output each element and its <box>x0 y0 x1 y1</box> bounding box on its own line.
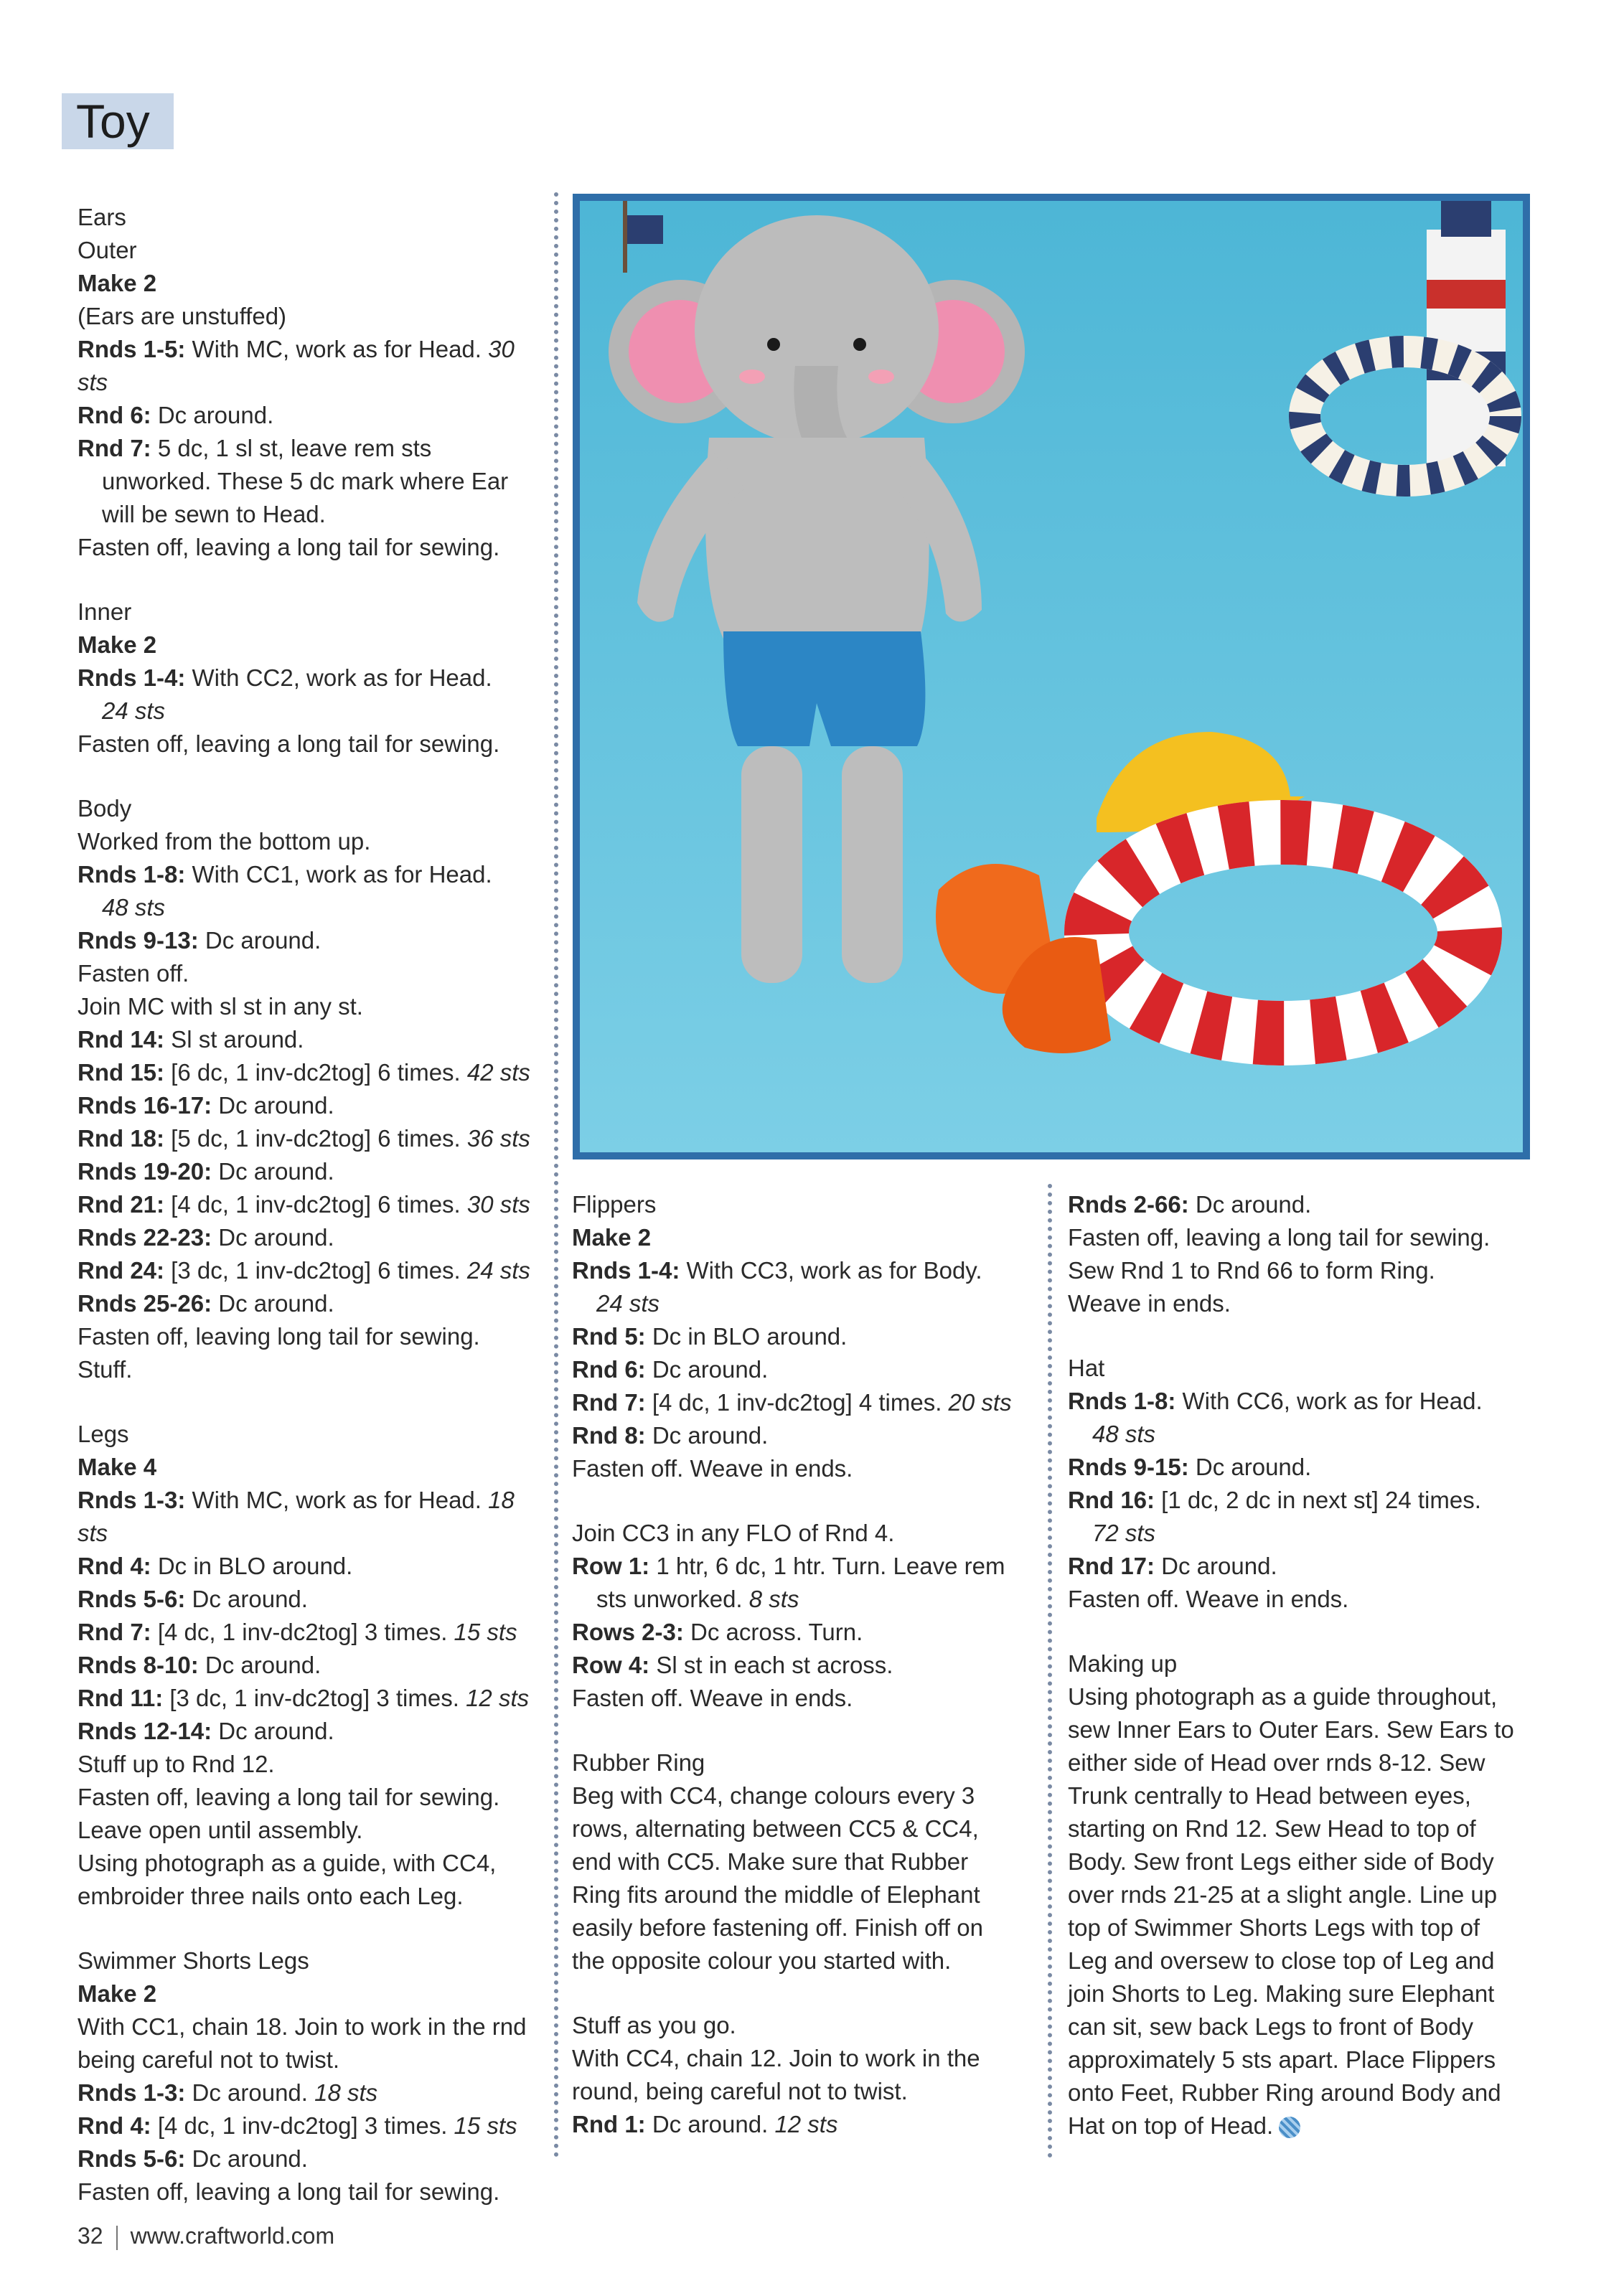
instruction-line <box>78 1583 551 1616</box>
instruction-line <box>78 1122 551 1155</box>
instruction-text: approximately 5 sts apart. Place Flippers <box>1068 2046 1496 2073</box>
instruction-text: Leg and oversew to close top of Leg and <box>1068 1947 1495 1974</box>
instruction-text: Sl st in each st across. <box>649 1652 893 1678</box>
pattern-column-1 <box>78 201 551 2208</box>
instruction-text: Stuff. <box>78 1356 133 1383</box>
instruction-text: Rnd 7: <box>78 1619 151 1645</box>
instruction-text: join Shorts to Leg. Making sure Elephant <box>1068 1980 1495 2007</box>
instruction-line <box>78 432 551 465</box>
instruction-line <box>78 1320 551 1353</box>
instruction-text: [1 dc, 2 dc in next st] 24 times. <box>1155 1487 1481 1513</box>
instruction-text: Weave in ends. <box>1068 1290 1231 1317</box>
instruction-line <box>78 498 551 531</box>
instruction-text: Rnds 1-5: <box>78 336 186 362</box>
instruction-line <box>1068 2010 1556 2043</box>
instruction-text: Rnd 21: <box>78 1191 165 1218</box>
instruction-text: Rnd 5: <box>572 1323 646 1350</box>
instruction-text: Fasten off, leaving a long tail for sewing. <box>78 534 500 560</box>
instruction-text: Rnds 8-10: <box>78 1652 199 1678</box>
instruction-line <box>572 1649 1031 1682</box>
instruction-text: being careful not to twist. <box>78 2046 340 2073</box>
instruction-line <box>1068 1517 1556 1550</box>
instruction-line <box>1068 1550 1556 1583</box>
instruction-text: Dc around. <box>1188 1191 1312 1218</box>
instruction-text: Using photograph as a guide throughout, <box>1068 1683 1498 1710</box>
instruction-text: Rnds 1-8: <box>78 861 186 888</box>
instruction-text: Rnds 2-66: <box>1068 1191 1189 1218</box>
spacer <box>572 1977 1031 2009</box>
instruction-line <box>78 695 551 728</box>
instruction-text: With CC1, work as for Head. <box>185 861 492 888</box>
instruction-text: the opposite colour you started with. <box>572 1947 952 1974</box>
instruction-text: Join CC3 in any FLO of Rnd 4. <box>572 1520 895 1546</box>
instruction-text: 8 sts <box>748 1586 799 1612</box>
instruction-line <box>78 1748 551 1781</box>
spacer <box>78 1913 551 1944</box>
instruction-line <box>78 1682 551 1715</box>
instruction-text: Worked from the bottom up. <box>78 828 371 855</box>
section-heading: Making up <box>1068 1650 1178 1677</box>
instruction-line <box>1068 1911 1556 1944</box>
instruction-text: will be sewn to Head. <box>102 501 326 527</box>
spacer <box>78 564 551 596</box>
instruction-text: Beg with CC4, change colours every 3 <box>572 1782 975 1809</box>
instruction-line <box>78 2142 551 2175</box>
instruction-text: Dc in BLO around. <box>151 1553 353 1579</box>
instruction-line <box>78 1649 551 1682</box>
instruction-line <box>78 1254 551 1287</box>
instruction-text: With MC, work as for Head. <box>185 1487 489 1513</box>
instruction-text: With MC, work as for Head. <box>185 336 489 362</box>
instruction-text: (Ears are unstuffed) <box>78 303 287 329</box>
instruction-line <box>1068 1583 1556 1616</box>
instruction-text: Dc around. <box>198 927 321 954</box>
instruction-line <box>1068 1188 1556 1221</box>
instruction-line <box>78 333 551 399</box>
instruction-text: Rnds 9-15: <box>1068 1454 1189 1480</box>
instruction-text: Rnd 17: <box>1068 1553 1155 1579</box>
instruction-line <box>78 1221 551 1254</box>
instruction-text: Rnds 1-8: <box>1068 1388 1176 1414</box>
instruction-line <box>1068 1484 1556 1517</box>
instruction-line <box>78 1287 551 1320</box>
instruction-text: 42 sts <box>466 1059 530 1086</box>
footer-url: www.craftworld.com <box>130 2223 335 2249</box>
spacer <box>1068 1616 1556 1647</box>
instruction-text: over rnds 21-25 at a slight angle. Line up <box>1068 1881 1498 1908</box>
instruction-text: Dc around. <box>645 1356 769 1383</box>
instruction-text: 24 sts <box>466 1257 530 1284</box>
instruction-text: Row 4: <box>572 1652 650 1678</box>
section-heading: Ears <box>78 204 126 230</box>
instruction-text: Fasten off. Weave in ends. <box>572 1455 853 1482</box>
instruction-text: Rnds 1-4: <box>572 1257 680 1284</box>
instruction-line <box>572 1812 1031 1845</box>
instruction-text: Rnd 14: <box>78 1026 165 1053</box>
pattern-column-3 <box>1068 1188 1556 2142</box>
instruction-line <box>1068 1221 1556 1254</box>
instruction-text: With CC4, chain 12. Join to work in the <box>572 2045 980 2071</box>
instruction-text: [3 dc, 1 inv-dc2tog] 6 times. <box>164 1257 467 1284</box>
instruction-line <box>78 1484 551 1550</box>
instruction-text: [5 dc, 1 inv-dc2tog] 6 times. <box>164 1125 467 1152</box>
instruction-text: 30 sts <box>78 336 515 395</box>
yarn-ball-icon <box>1279 2117 1300 2138</box>
instruction-text: Rnd 16: <box>1068 1487 1155 1513</box>
instruction-line <box>572 2042 1031 2075</box>
instruction-text: [4 dc, 1 inv-dc2tog] 4 times. <box>645 1389 949 1416</box>
instruction-text: Fasten off. Weave in ends. <box>572 1685 853 1711</box>
section-heading: Body <box>78 795 132 822</box>
instruction-line <box>572 1878 1031 1911</box>
instruction-text: Fasten off, leaving long tail for sewing. <box>78 1323 480 1350</box>
instruction-text: Dc across. Turn. <box>683 1619 863 1645</box>
instruction-line <box>572 1911 1031 1944</box>
section-heading: Flippers <box>572 1191 657 1218</box>
instruction-text: Dc around. <box>212 1092 334 1119</box>
instruction-text: Dc around. <box>185 2079 315 2106</box>
instruction-text: With CC1, chain 18. Join to work in the rnd <box>78 2013 527 2040</box>
instruction-text: Rnd 6: <box>572 1356 646 1383</box>
instruction-line <box>78 399 551 432</box>
instruction-line <box>78 1814 551 1847</box>
instruction-line <box>572 1616 1031 1649</box>
instruction-text: Dc around. <box>185 2145 308 2172</box>
section-heading: Outer <box>78 237 137 263</box>
instruction-line <box>78 1353 551 1386</box>
instruction-line <box>78 1847 551 1880</box>
instruction-line <box>1068 1746 1556 1779</box>
instruction-text: easily before fastening off. Finish off on <box>572 1914 983 1941</box>
instruction-text: [4 dc, 1 inv-dc2tog] 3 times. <box>151 1619 454 1645</box>
instruction-text: With CC2, work as for Head. <box>185 664 492 691</box>
instruction-text: Rnd 11: <box>78 1685 164 1711</box>
instruction-line <box>572 1419 1031 1452</box>
instruction-line <box>78 1616 551 1649</box>
footer-separator <box>116 2226 118 2250</box>
instruction-line <box>78 1023 551 1056</box>
instruction-text: 15 sts <box>454 2112 517 2139</box>
instruction-text: Rnd 7: <box>78 435 151 461</box>
instruction-text: Rnd 1: <box>572 2111 646 2137</box>
instruction-text: Dc around. <box>185 1586 308 1612</box>
instruction-line <box>572 2108 1031 2141</box>
instruction-line <box>78 1188 551 1221</box>
instruction-text: Dc around. <box>198 1652 321 1678</box>
instruction-text: Rnd 4: <box>78 1553 151 1579</box>
instruction-text: Rnd 8: <box>572 1422 646 1449</box>
instruction-line <box>78 858 551 891</box>
instruction-text: Dc in BLO around. <box>645 1323 848 1350</box>
instruction-line <box>572 1353 1031 1386</box>
instruction-line <box>1068 1451 1556 1484</box>
instruction-line <box>572 2075 1031 2108</box>
instruction-line <box>1068 2043 1556 2076</box>
instruction-line <box>572 1779 1031 1812</box>
instruction-line <box>78 465 551 498</box>
instruction-text: Fasten off. Weave in ends. <box>1068 1586 1349 1612</box>
instruction-text: unworked. These 5 dc mark where Ear <box>102 468 509 494</box>
instruction-text: Dc around. <box>151 402 274 428</box>
instruction-line <box>572 1287 1031 1320</box>
instruction-text: top of Swimmer Shorts Legs with top of <box>1068 1914 1480 1941</box>
instruction-text: 18 sts <box>314 2079 378 2106</box>
instruction-line <box>1068 1845 1556 1878</box>
instruction-line <box>78 2175 551 2208</box>
instruction-text: Rnds 9-13: <box>78 927 199 954</box>
instruction-line <box>572 1682 1031 1715</box>
instruction-line <box>1068 1779 1556 1812</box>
instruction-text: sts unworked. <box>596 1586 749 1612</box>
column-divider <box>1048 1184 1052 2158</box>
instruction-line <box>78 825 551 858</box>
instruction-text: 30 sts <box>466 1191 530 1218</box>
instruction-text: Dc around. <box>212 1158 334 1185</box>
instruction-text: Rnd 4: <box>78 2112 151 2139</box>
elephant-toy-photo <box>573 194 1530 1159</box>
instruction-text: end with CC5. Make sure that Rubber <box>572 1848 969 1875</box>
section-heading: Inner <box>78 598 132 625</box>
make-count: Make 2 <box>78 1980 157 2007</box>
instruction-text: [4 dc, 1 inv-dc2tog] 3 times. <box>151 2112 454 2139</box>
photo-illustration <box>580 201 1523 1152</box>
make-count: Make 2 <box>572 1224 652 1251</box>
instruction-text: Trunk centrally to Head between eyes, <box>1068 1782 1471 1809</box>
instruction-text: Dc around. <box>212 1224 334 1251</box>
instruction-text: [6 dc, 1 inv-dc2tog] 6 times. <box>164 1059 467 1086</box>
instruction-line <box>78 728 551 761</box>
instruction-line <box>1068 1713 1556 1746</box>
instruction-line <box>1068 1977 1556 2010</box>
instruction-text: Dc around. <box>212 1718 334 1744</box>
elephant-body <box>705 438 929 660</box>
instruction-text: Dc around. <box>645 1422 769 1449</box>
instruction-text: Stuff as you go. <box>572 2012 736 2038</box>
instruction-line <box>1068 1385 1556 1418</box>
instruction-text: [4 dc, 1 inv-dc2tog] 6 times. <box>164 1191 467 1218</box>
instruction-text: With CC3, work as for Body. <box>680 1257 982 1284</box>
instruction-text: Rnds 5-6: <box>78 2145 186 2172</box>
instruction-text: 12 sts <box>774 2111 838 2137</box>
instruction-text: [3 dc, 1 inv-dc2tog] 3 times. <box>163 1685 466 1711</box>
instruction-text: Rnd 6: <box>78 402 151 428</box>
instruction-text: Rnd 24: <box>78 1257 165 1284</box>
instruction-line <box>1068 2076 1556 2109</box>
instruction-text: Dc around. <box>645 2111 775 2137</box>
instruction-text: Rnds 1-3: <box>78 1487 186 1513</box>
instruction-text: Row 1: <box>572 1553 650 1579</box>
section-heading: Rubber Ring <box>572 1749 705 1776</box>
instruction-text: round, being careful not to twist. <box>572 2078 908 2104</box>
section-heading: Legs <box>78 1421 129 1447</box>
instruction-line <box>78 891 551 924</box>
instruction-line <box>78 531 551 564</box>
instruction-text: Stuff up to Rnd 12. <box>78 1751 275 1777</box>
instruction-text: Rows 2-3: <box>572 1619 684 1645</box>
instruction-line <box>78 1056 551 1089</box>
instruction-line <box>1068 2109 1556 2142</box>
instruction-text: 24 sts <box>102 697 166 724</box>
instruction-line <box>572 1550 1031 1583</box>
instruction-text: Body. Sew front Legs either side of Body <box>1068 1848 1494 1875</box>
instruction-text: sew Inner Ears to Outer Ears. Sew Ears to <box>1068 1716 1514 1743</box>
instruction-text: Rnds 16-17: <box>78 1092 212 1119</box>
section-tag: Toy <box>62 93 174 149</box>
instruction-text: 12 sts <box>466 1685 530 1711</box>
instruction-line <box>78 2109 551 2142</box>
instruction-line <box>1068 1680 1556 1713</box>
page-footer <box>78 2223 334 2250</box>
instruction-line <box>78 1880 551 1913</box>
spacer <box>572 1485 1031 1517</box>
instruction-text: Leave open until assembly. <box>78 1817 363 1843</box>
instruction-line <box>78 2043 551 2076</box>
instruction-line <box>78 990 551 1023</box>
instruction-text: 36 sts <box>466 1125 530 1152</box>
spacer <box>1068 1320 1556 1352</box>
instruction-line <box>572 1386 1031 1419</box>
make-count: Make 2 <box>78 270 157 296</box>
instruction-text: either side of Head over rnds 8-12. Sew <box>1068 1749 1485 1776</box>
instruction-text: Fasten off, leaving a long tail for sewing. <box>78 1784 500 1810</box>
instruction-text: Ring fits around the middle of Elephant <box>572 1881 980 1908</box>
instruction-line <box>1068 1878 1556 1911</box>
instruction-text: 24 sts <box>596 1290 660 1317</box>
instruction-text: Rnds 1-4: <box>78 664 186 691</box>
instruction-line <box>572 2009 1031 2042</box>
instruction-line <box>78 1089 551 1122</box>
pattern-column-2 <box>572 1188 1031 2141</box>
instruction-line <box>1068 1287 1556 1320</box>
instruction-line <box>78 1155 551 1188</box>
instruction-text: Rnd 7: <box>572 1389 646 1416</box>
instruction-text: Rnd 15: <box>78 1059 165 1086</box>
instruction-text: Rnds 19-20: <box>78 1158 212 1185</box>
instruction-line <box>78 1550 551 1583</box>
instruction-text: Fasten off, leaving a long tail for sewing. <box>78 2178 500 2205</box>
instruction-text: Hat on top of Head. <box>1068 2112 1274 2139</box>
instruction-text: Using photograph as a guide, with CC4, <box>78 1850 497 1876</box>
instruction-text: onto Feet, Rubber Ring around Body and <box>1068 2079 1501 2106</box>
instruction-line <box>78 2076 551 2109</box>
instruction-line <box>572 1320 1031 1353</box>
instruction-text: 1 htr, 6 dc, 1 htr. Turn. Leave rem <box>649 1553 1005 1579</box>
make-count: Make 2 <box>78 631 157 658</box>
instruction-text: Fasten off. <box>78 960 189 987</box>
instruction-text: 5 dc, 1 sl st, leave rem sts <box>151 435 432 461</box>
instruction-text: 20 sts <box>948 1389 1012 1416</box>
page-number: 32 <box>78 2223 103 2249</box>
instruction-line <box>572 1452 1031 1485</box>
instruction-text: Dc around. <box>212 1290 334 1317</box>
section-heading: Hat <box>1068 1355 1105 1381</box>
instruction-text: Sl st around. <box>164 1026 304 1053</box>
spacer <box>78 761 551 792</box>
instruction-text: Rnd 18: <box>78 1125 165 1152</box>
spacer <box>572 1715 1031 1746</box>
instruction-line <box>572 1254 1031 1287</box>
instruction-line <box>78 1781 551 1814</box>
make-count: Make 4 <box>78 1454 157 1480</box>
instruction-text: Rnds 12-14: <box>78 1718 212 1744</box>
spacer <box>78 1386 551 1418</box>
instruction-text: Rnds 5-6: <box>78 1586 186 1612</box>
instruction-text: 48 sts <box>102 894 166 921</box>
instruction-line <box>78 300 551 333</box>
instruction-text: rows, alternating between CC5 & CC4, <box>572 1815 979 1842</box>
section-heading: Swimmer Shorts Legs <box>78 1947 309 1974</box>
instruction-line <box>1068 1254 1556 1287</box>
instruction-text: With CC6, work as for Head. <box>1175 1388 1483 1414</box>
instruction-text: can sit, sew back Legs to front of Body <box>1068 2013 1473 2040</box>
instruction-text: Dc around. <box>1155 1553 1277 1579</box>
instruction-text: 72 sts <box>1092 1520 1156 1546</box>
instruction-line <box>572 1583 1031 1616</box>
instruction-line <box>572 1845 1031 1878</box>
instruction-line <box>1068 1418 1556 1451</box>
instruction-text: Rnds 1-3: <box>78 2079 186 2106</box>
instruction-text: Fasten off, leaving a long tail for sewing. <box>78 730 500 757</box>
instruction-text: 15 sts <box>454 1619 517 1645</box>
instruction-line <box>572 1944 1031 1977</box>
instruction-text: Fasten off, leaving a long tail for sewing. <box>1068 1224 1491 1251</box>
instruction-text: Sew Rnd 1 to Rnd 66 to form Ring. <box>1068 1257 1435 1284</box>
instruction-line <box>78 2010 551 2043</box>
instruction-text: starting on Rnd 12. Sew Head to top of <box>1068 1815 1476 1842</box>
instruction-line <box>78 924 551 957</box>
instruction-text: Dc around. <box>1188 1454 1312 1480</box>
instruction-text: Rnds 22-23: <box>78 1224 212 1251</box>
instruction-line <box>572 1517 1031 1550</box>
instruction-line <box>78 1715 551 1748</box>
instruction-line <box>78 662 551 695</box>
instruction-text: 18 sts <box>78 1487 515 1546</box>
instruction-text: Rnds 25-26: <box>78 1290 212 1317</box>
instruction-text: Join MC with sl st in any st. <box>78 993 363 1020</box>
instruction-text: 48 sts <box>1092 1421 1156 1447</box>
instruction-line <box>1068 1944 1556 1977</box>
column-divider <box>554 192 558 2158</box>
instruction-line <box>1068 1812 1556 1845</box>
instruction-text: embroider three nails onto each Leg. <box>78 1883 464 1909</box>
instruction-line <box>78 957 551 990</box>
